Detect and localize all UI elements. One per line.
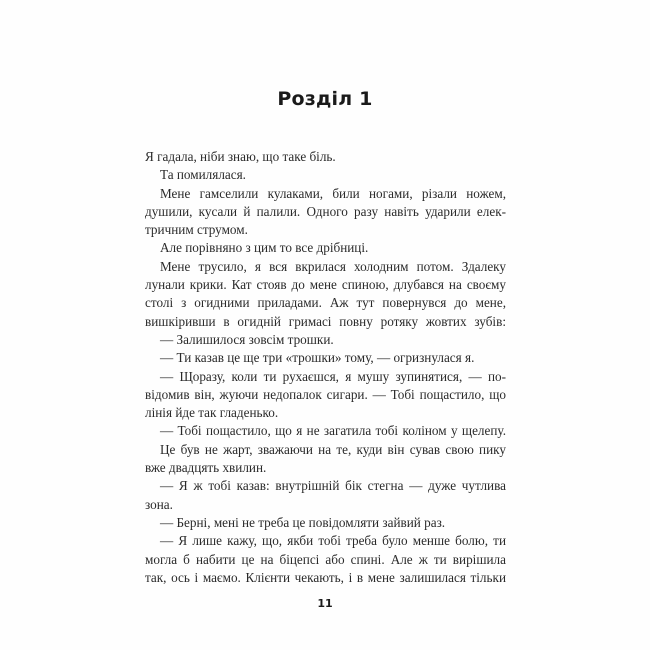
text-line: — Тобі пощастило, що я не загатила тобі коліном у щелепу.: [160, 423, 506, 439]
body-text: [145, 148, 506, 587]
text-line: душили, кусали й палили. Одного разу навіть ударили елек-: [145, 203, 506, 219]
text-line: Мене гамселили кулаками, били ногами, різали ножем,: [160, 185, 506, 201]
text-line: — Ти казав це ще три «трошки» тому, — огризнулася я.: [160, 350, 475, 366]
text-line: Це був не жарт, зважаючи на те, куди він сував свою пику: [160, 441, 506, 457]
text-line: зона.: [145, 496, 173, 512]
text-line: вишкіривши в огидній гримасі повну ротяку жовтих зубів:: [145, 313, 506, 329]
text-line: Але порівняно з цим то все дрібниці.: [160, 240, 369, 256]
text-line: тричним струмом.: [145, 222, 248, 238]
chapter-title: Розділ 1: [277, 88, 373, 110]
text-line: так, ось і маємо. Клієнти чекають, і в мене залишилася тільки: [145, 569, 506, 585]
text-line: Мене трусило, я вся вкрилася холодним потом. Здалеку: [160, 258, 506, 274]
text-line: лунали крики. Кат стояв до мене спиною, длубався на своєму: [145, 277, 506, 293]
text-line: — Залишилося зовсім трошки.: [160, 331, 334, 347]
text-line: могла б набити це на біцепсі або спині. Але ж ти вирішила: [145, 551, 506, 567]
text-line: Та помилялася.: [160, 167, 246, 183]
text-line: столі з огидними приладами. Аж тут повернувся до мене,: [145, 295, 506, 311]
text-line: Я гадала, ніби знаю, що таке біль.: [145, 149, 336, 164]
text-line: — Щоразу, коли ти рухаєшся, я мушу зупинятися, — по-: [160, 368, 506, 384]
text-line: вже двадцять хвилин.: [145, 460, 267, 476]
text-line: — Берні, мені не треба це повідомляти зайвий раз.: [160, 514, 446, 530]
text-line: відомив він, жуючи недопалок сигари. — Тобі пощастило, що: [145, 386, 506, 402]
text-line: — Я ж тобі казав: внутрішній бік стегна — дуже чутлива: [160, 478, 506, 494]
text-line: — Я лише кажу, що, якби тобі треба було менше болю, ти: [160, 533, 506, 549]
page-number: 11: [317, 597, 333, 610]
text-line: лінія йде так гладенько.: [145, 405, 279, 421]
